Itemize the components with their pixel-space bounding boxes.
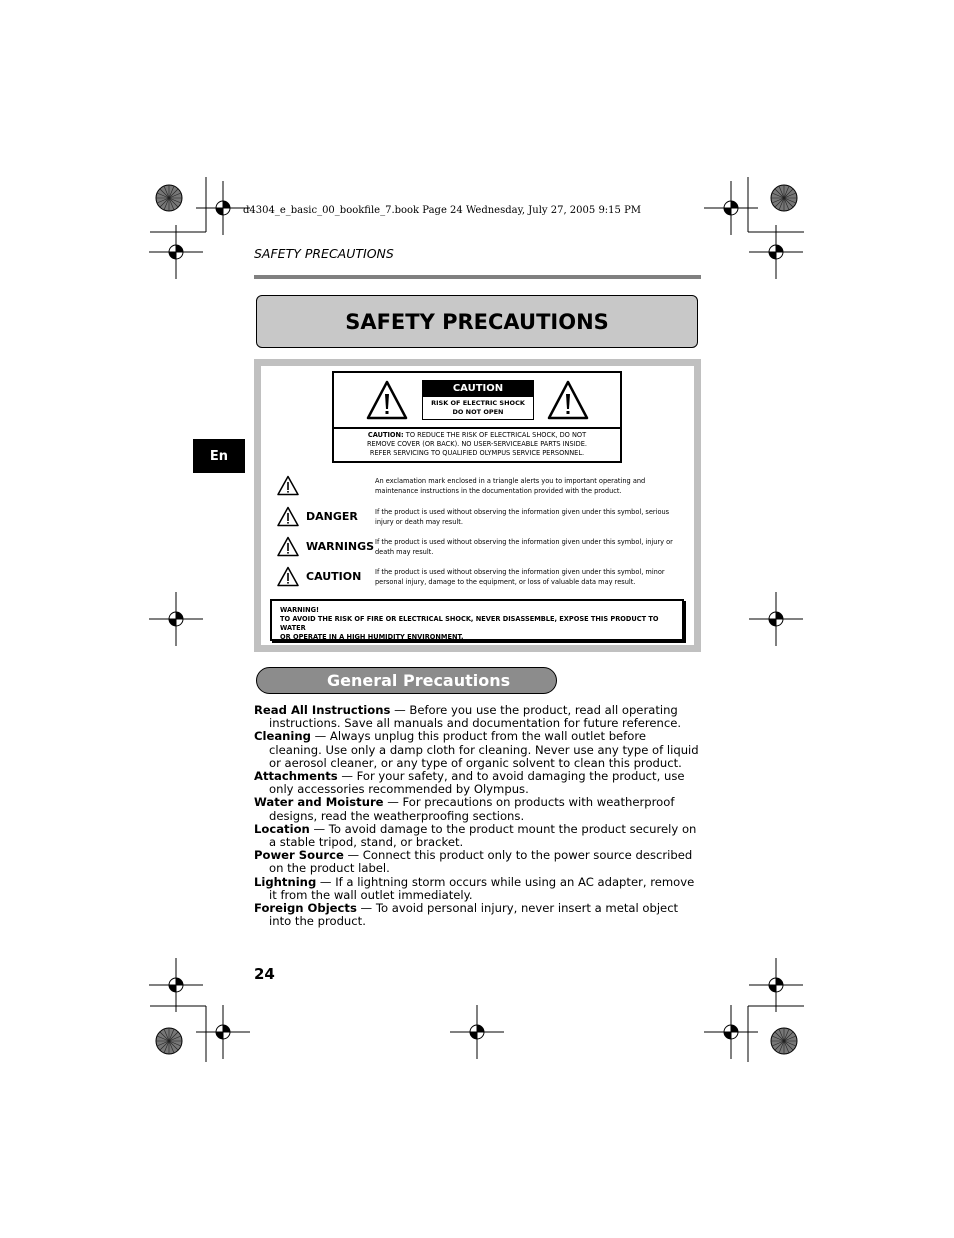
caution-statement-3: REFER SERVICING TO QUALIFIED OLYMPUS SERVICE PERSONNEL. xyxy=(369,449,585,457)
symbol-label-danger: DANGER xyxy=(306,510,358,523)
caution-label-box xyxy=(332,371,622,463)
registration-cross-icon xyxy=(149,958,203,1012)
registration-star-icon xyxy=(771,185,797,211)
symbol-description xyxy=(375,476,680,496)
symbol-label-caution: CAUTION xyxy=(306,570,362,583)
precaution-item xyxy=(254,796,702,822)
precaution-term: Lightning xyxy=(254,874,317,889)
precaution-item xyxy=(254,704,702,730)
caution-statement-2: REMOVE COVER (OR BACK). NO USER-SERVICEABLE PARTS INSIDE. xyxy=(366,440,588,448)
precautions-list xyxy=(254,704,702,928)
section-heading: General Precautions xyxy=(256,667,557,694)
precaution-term: Cleaning xyxy=(254,729,311,744)
symbol-description-line: personal injury, damage to the equipment, or loss of valuable data may result. xyxy=(375,578,636,586)
precaution-item xyxy=(254,823,702,849)
precaution-text: — If a lightning storm occurs while using an AC adapter, remove it from the wall outlet immediately. xyxy=(269,874,695,902)
symbol-label-warnings: WARNINGS xyxy=(306,540,375,553)
registration-cross-icon xyxy=(749,958,803,1012)
warning-triangle-icon xyxy=(547,380,589,420)
registration-cross-icon xyxy=(196,181,250,235)
symbol-row xyxy=(277,475,646,500)
symbol-description xyxy=(375,537,680,557)
caution-statement-bold: CAUTION: xyxy=(367,431,404,439)
page-title: SAFETY PRECAUTIONS xyxy=(345,309,609,334)
caution-label-sub-2: DO NOT OPEN xyxy=(452,408,504,416)
precaution-text: — To avoid personal injury, never insert a metal object into the product. xyxy=(269,901,679,929)
precaution-text: — For your safety, and to avoid damaging the product, use only accessories recommended by Olympus. xyxy=(269,769,685,797)
precaution-term: Location xyxy=(254,821,310,836)
registration-star-icon xyxy=(771,1028,797,1054)
registration-star-icon xyxy=(156,185,182,211)
symbol-description-line: If the product is used without observing the information given under this symbol, minor xyxy=(375,568,665,576)
language-tab: En xyxy=(193,439,245,473)
symbol-description-line: An exclamation mark enclosed in a triangle alerts you to important operating and xyxy=(375,477,646,485)
precaution-text: — Before you use the product, read all operating instructions. Save all manuals and documentation for future reference. xyxy=(269,703,682,731)
page-number: 24 xyxy=(254,965,275,983)
registration-cross-icon xyxy=(704,1005,758,1059)
symbol-description xyxy=(375,507,680,527)
precaution-text: — To avoid damage to the product mount the product securely on a stable tripod, stand, or bracket. xyxy=(269,821,697,850)
symbol-description-line: maintenance instructions in the documentation provided with the product. xyxy=(375,487,622,495)
precaution-item xyxy=(254,849,702,875)
caution-label-top xyxy=(334,373,620,427)
running-title: SAFETY PRECAUTIONS xyxy=(254,246,394,261)
warning-triangle-icon xyxy=(277,536,299,557)
caution-label-sub-1: RISK OF ELECTRIC SHOCK xyxy=(431,399,525,407)
header-rule xyxy=(254,275,701,279)
registration-cross-icon xyxy=(450,1005,504,1059)
precaution-term: Foreign Objects xyxy=(254,901,357,916)
page-title-box xyxy=(256,295,698,348)
symbol-description-line: death may result. xyxy=(375,548,434,556)
precaution-term: Power Source xyxy=(254,848,344,863)
warning-triangle-icon xyxy=(366,380,408,420)
symbol-description-line: injury or death may result. xyxy=(375,518,463,526)
symbol-description-line: If the product is used without observing the information given under this symbol, injury or xyxy=(375,538,673,546)
symbol-row xyxy=(277,506,670,531)
precaution-item xyxy=(254,770,702,796)
symbol-row xyxy=(277,536,673,561)
caution-electric-label xyxy=(422,380,534,420)
symbol-row xyxy=(277,566,665,591)
registration-cross-icon xyxy=(196,1005,250,1059)
precaution-text: — Connect this product only to the power source described on the product label. xyxy=(269,848,693,876)
registration-star-icon xyxy=(156,1028,182,1054)
registration-cross-icon xyxy=(749,592,803,646)
precaution-term: Water and Moisture xyxy=(254,795,384,810)
warning-triangle-icon xyxy=(277,566,299,587)
registration-cross-icon xyxy=(704,181,758,235)
registration-cross-icon xyxy=(749,225,803,279)
symbol-description-line: If the product is used without observing the information given under this symbol, serious xyxy=(375,508,670,516)
precaution-term: Attachments xyxy=(254,769,338,784)
precaution-text: — For precautions on products with weatherproof designs, read the weatherproofing sections. xyxy=(269,795,675,823)
precaution-item xyxy=(254,902,702,928)
registration-cross-icon xyxy=(149,592,203,646)
warning-box xyxy=(270,599,684,641)
precaution-text: — Always unplug this product from the wall outlet before cleaning. Use only a damp cloth for cleaning. Never use any type of liquid or aerosol cleaner, or any type of organic solvent to clean this product. xyxy=(269,729,699,770)
warning-triangle-icon xyxy=(277,475,299,496)
registration-cross-icon xyxy=(149,225,203,279)
warning-line-2: OR OPERATE IN A HIGH HUMIDITY ENVIRONMENT. xyxy=(280,633,464,641)
caution-statement xyxy=(338,431,616,458)
precaution-term: Read All Instructions xyxy=(254,703,391,717)
caution-divider xyxy=(334,427,620,429)
warning-triangle-icon xyxy=(277,506,299,527)
symbol-description xyxy=(375,567,680,587)
print-file-info: d4304_e_basic_00_bookfile_7.book Page 24 Wednesday, July 27, 2005 9:15 PM xyxy=(243,205,642,216)
caution-statement-1: TO REDUCE THE RISK OF ELECTRICAL SHOCK, DO NOT xyxy=(403,431,587,439)
precaution-item xyxy=(254,876,702,902)
precaution-item xyxy=(254,730,702,770)
caution-label-heading: CAUTION xyxy=(423,381,533,397)
warning-heading: WARNING! xyxy=(280,606,320,614)
warning-line-1: TO AVOID THE RISK OF FIRE OR ELECTRICAL SHOCK, NEVER DISASSEMBLE, EXPOSE THIS PRODUCT TO WATER xyxy=(280,615,659,632)
